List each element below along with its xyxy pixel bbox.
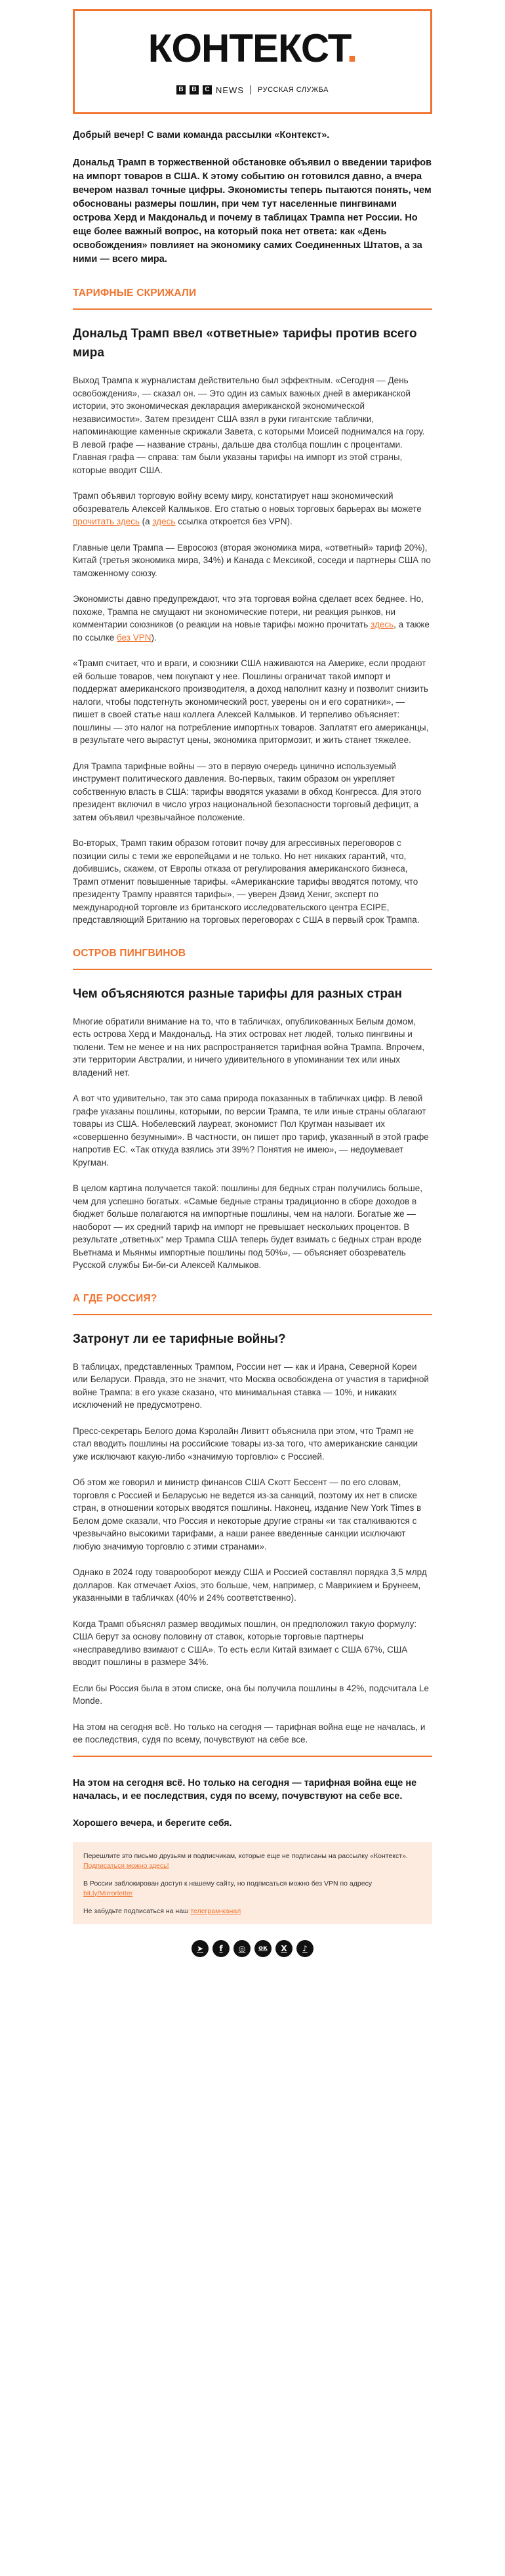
bbc-letter: B [176,85,186,95]
article-link[interactable]: прочитать здесь [73,517,140,526]
section-heading: Чем объясняются разные тарифы для разных стран [73,986,402,1001]
masthead [73,9,432,114]
article-link-no-vpn[interactable]: здесь [152,517,176,526]
section-divider [73,1314,432,1315]
section-divider [73,308,432,310]
section-label: ТАРИФНЫЕ СКРИЖАЛИ [73,287,197,299]
paragraph-text: , а также по ссылке [73,620,430,643]
article-paragraph: Для Трампа тарифные войны — это в первую очередь цинично используемый инструмент политического давления. Во-первых, таким образом он укрепляет собственную власть в США: тарифы вводятся указами в обход Конгресса. Для этого президент включил в число угроз национальной безопасности торговый дефицит, а затем объявил чрезвычайное положение. [73,761,422,822]
article-paragraph: «Трамп считает, что и враги, и союзники США наживаются на Америке, если продают ей больше товаров, чем покупают у нее. Пошлины ограничат такой импорт и поддержат американского производителя, а доход наполнит казну и позволит снизить налоги, чтобы подстегнуть экономический рост, уверены он и его соратники», — пишет в своей статье наш коллега Алексей Калмыков. И терпеливо объясняет: пошлины — это налог на потребление импортных товаров. Заплатят его американцы, в результате чего вырастут цены, экономика притормозит, и жить станет тяжелее. [73,658,429,745]
article-paragraph: А вот что удивительно, так это сама природа показанных в табличках цифр. В левой графе указаны пошлины, которыми, по версии Трампа, те или иные страны облагают товары из США. Нобелевский лауреат, экономист Пол Кругман называет их «совершенно безумными». В частности, он пишет про тариф, указанный в этой графе напротив ЕС. «Так откуда взялись эти 39%? Понятия не имею», — недоумевает Кругман. [73,1093,429,1168]
bbc-news-label: NEWS [216,85,244,95]
lead-paragraph: Дональд Трамп в торжественной обстановке объявил о введении тарифов на импорт товаров в США. К этому событию он готовился давно, а вчера вечером назвал точные цифры. Экономисты теперь пытаются понять, чем обоснованы размеры пошлин, при чем тут населенные пингвинами острова Херд и Макдональд и почему в таблицах Трампа нет России. Но еще более важный вопрос, на который пока нет ответа: как «День освобождения» повлияет на экономику самих Соединенных Штатов, а за ними — всего мира. [73,158,432,264]
paragraph-text: ссылка откроется без VPN). [175,517,293,526]
reaction-link-no-vpn[interactable]: без VPN [116,632,152,643]
instagram-icon[interactable]: ◎ [233,1940,251,1957]
paragraph-text: ). [151,632,157,643]
logo-dot: . [346,26,357,70]
article-paragraph: Однако в 2024 году товарооборот между США и Россией составлял порядка 3,5 млрд долларов. Как отмечает Axios, это больше, чем, например, с Маврикием и Брунеем, указанными в табличках (40% и 24% соответственно). [73,1567,427,1603]
article-paragraph: Во-вторых, Трамп таким образом готовит почву для агрессивных переговоров с позиции силы с теми же европейцами и не только. Но нет никаких гарантий, что, добившись, скажем, от Европы отказа от регулирования американского бизнеса, Трамп отменит повышенные тарифы. «Американские тарифы вводятся потому, что президенту Трампу нравятся тарифы», — уверен Дэвид Хениг, эксперт по международной торговле из британского исследовательского центра ECIPE, представляющий Британию на торговых переговорах с США в первый срок Трампа. [73,838,420,925]
sign-off: Хорошего вечера, и берегите себя. [73,1817,232,1828]
facebook-icon[interactable]: f [212,1940,230,1957]
section-label: ОСТРОВ ПИНГВИНОВ [73,947,186,959]
paragraph-text: Экономисты давно предупреждают, что эта торговая война сделает всех беднее. Но, похоже, Трампа не смущают ни экономические потери, ни реакция рынков, ни комментарии союзников (о реакции на новые тарифы можно прочитать [73,594,424,629]
section-heading: Дональд Трамп ввел «ответные» тарифы против всего мира [73,327,417,360]
section-heading: Затронут ли ее тарифные войны? [73,1332,286,1346]
footer-text: Перешлите это письмо друзьям и подписчикам, которые еще не подписаны на рассылку «Контекст». [83,1851,408,1860]
article-paragraph [73,593,432,644]
footer-box [73,1842,432,1924]
social-icons [73,1940,432,1957]
tiktok-icon[interactable]: ♪ [296,1940,313,1957]
article-paragraph: В таблицах, представленных Трампом, России нет — как и Ирана, Северной Кореи или Беларуси. Правда, это не значит, что Москва освобождена от участия в тарифной войне Трампа: в его указе сказано, что минимальная ставка — 10%, и никаких исключений не предусмотрено. [73,1361,429,1410]
article-paragraph: Многие обратили внимание на то, что в табличках, опубликованных Белым домом, есть острова Херд и Макдональд. На этих островах нет людей, только пингвины и тюлени. Тем не менее и на них распространяется тарифная война Трампа. Впрочем, эти территории Австралии, и ничего удивительного в упоминании тех или иных владений нет. [73,1016,425,1078]
bbc-letter: C [203,85,212,95]
content-column [73,9,432,1957]
paragraph-text: (а [139,517,153,526]
closing-note: На этом на сегодня всё. Но только на сегодня — тарифная война еще не началась, и ее последствия, судя по всему, почувствуют на себе все. [73,1777,417,1802]
footer-telegram-note [83,1907,422,1916]
footer-forward-note [83,1851,422,1871]
section-divider [73,969,432,970]
bbc-russian-service-logo [176,85,329,95]
article-paragraph: Если бы Россия была в этом списке, она бы получила пошлины в 42%, подсчитала Le Monde. [73,1683,430,1706]
article-paragraph: Пресс-секретарь Белого дома Кэролайн Ливитт объяснила при этом, что Трамп не стал вводить пошлины на российские товары из-за того, что американские санкции уже исключают какую-либо «значимую торговлю» с Россией. [73,1425,418,1462]
logo-text: КОНТЕКСТ [148,26,347,70]
footer-text: Не забудьте подписаться на наш [83,1907,191,1915]
subscribe-link[interactable]: Подписаться можно здесь! [83,1861,169,1870]
odnoklassniki-icon[interactable]: ок [254,1940,272,1957]
article-paragraph [73,490,432,528]
greeting: Добрый вечер! С вами команда рассылки «Контекст». [73,130,330,140]
mirror-link[interactable]: bit.ly/Mirrorletter [83,1889,133,1897]
service-name: РУССКАЯ СЛУЖБА [258,86,329,94]
x-icon[interactable]: X [275,1940,293,1957]
reaction-link[interactable]: здесь [371,620,394,629]
telegram-channel-link[interactable]: телеграм-канал [190,1907,241,1915]
telegram-icon[interactable]: ➤ [192,1940,209,1957]
article-paragraph: Когда Трамп объяснял размер вводимых пошлин, он предположил такую формулу: США берут за основу половину от ставок, которые торговые партнеры «несправедливо взимают с США». То есть если Китай взимает с США 67%, США вводит пошлины в размере 34%. [73,1618,417,1667]
article-paragraph: Выход Трампа к журналистам действительно был эффектным. «Сегодня — День освобождения», — сказал он. — Это один из самых важных дней в американской истории, это экономическая декларация американской экономической независимости». Затем президент США взял в руки гигантские таблички, напоминающие каменные скрижали Завета, с которыми Моисей поднимался на гору. В левой графе — название страны, дальше два столбца пошлин с процентами. Главная графа — справа: там были указаны тарифы на импорт из этой страны, которые вводит США. [73,375,425,475]
article-paragraph: Главные цели Трампа — Евросоюз (вторая экономика мира, «ответный» тариф 20%), Китай (третья экономика мира, 34%) и Канада с Мексикой, соседи и партнеры США по таможенному союзу. [73,542,431,578]
brand-logo[interactable] [148,26,357,70]
section-label: А ГДЕ РОССИЯ? [73,1292,157,1304]
article-paragraph: На этом на сегодня всё. Но только на сегодня — тарифная война еще не началась, и ее последствия, судя по всему, почувствуют на себе все. [73,1721,426,1744]
article-paragraph: В целом картина получается такой: пошлины для бедных стран получились больше, чем для успешно богатых. «Самые бедные страны традиционно в сборе доходов в бюджет больше полагаются на импортные пошлины, чем на налоги. Богатые же — наоборот — их средний тариф на импорт не превышает нескольких процентов. В результате „ответных“ мер Трампа США теперь будет взимать с бедных стран вроде Вьетнама и Мьянмы импортные пошлины под 50%», — объясняет обозреватель Русской службы Би-би-си Алексей Калмыков. [73,1183,422,1270]
bbc-letter: B [190,85,199,95]
footer-text: В России заблокирован доступ к нашему сайту, но подписаться можно без VPN по адресу [83,1879,373,1888]
article-paragraph: Об этом же говорил и министр финансов США Скотт Бессент — по его словам, торговля с Россией и Беларусью не ведется из-за санкций, поэтому их нет в списке стран, в отношении которых вводятся пошлины. Наконец, издание New York Times в Белом доме сказали, что Россия и некоторые другие страны «и так сталкиваются с чрезвычайно высокими тарифами, а наши ранее введенные санкции исключают любую значимую торговлю с этими странами». [73,1477,422,1552]
paragraph-text: Трамп объявил торговую войну всему миру, констатирует наш экономический обозреватель Алексей Калмыков. Его статью о новых торговых барьерах вы можете [73,491,422,514]
footer-mirror-note [83,1879,422,1899]
section-divider [73,1756,432,1757]
